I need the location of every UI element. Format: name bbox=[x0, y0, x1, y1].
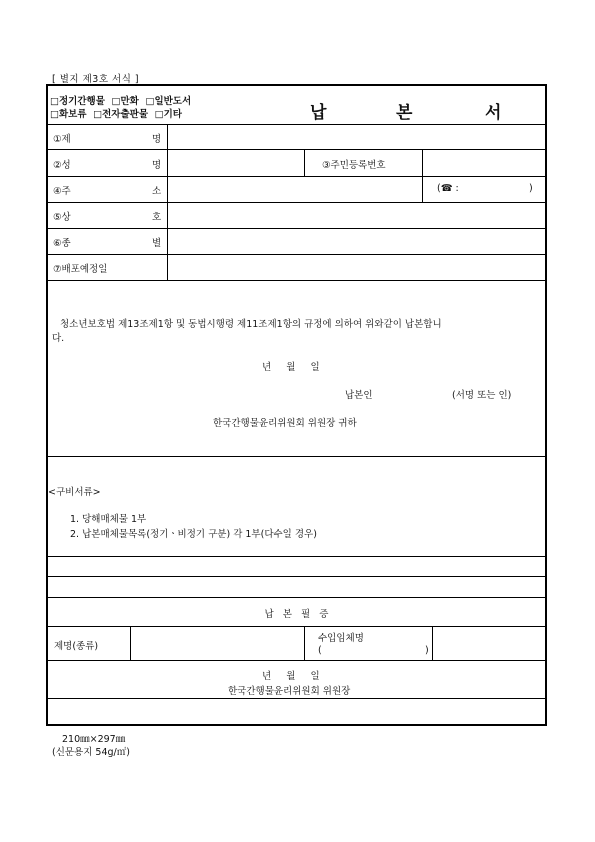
name-field[interactable] bbox=[170, 152, 302, 174]
label-address-end: 소 bbox=[152, 186, 162, 197]
label-kind-num: ⑥종 bbox=[53, 238, 71, 249]
receipt-title-label: 제명(종류) bbox=[54, 641, 99, 652]
receipt-recv-field[interactable] bbox=[436, 629, 545, 657]
category-pictorial: 화보류 bbox=[58, 109, 87, 120]
signature-label: (서명 또는 인) bbox=[452, 390, 512, 401]
form-number: [ 별지 제3호 서식 ] bbox=[52, 74, 140, 85]
checkbox-comic[interactable]: □ bbox=[111, 96, 121, 107]
category-electronic: 전자출판물 bbox=[102, 109, 149, 120]
receipt-recv-paren-close: ) bbox=[425, 645, 429, 656]
label-name-end: 명 bbox=[152, 160, 162, 171]
category-other: 기타 bbox=[163, 109, 182, 120]
receipt-title: 납 본 필 증 bbox=[264, 609, 329, 620]
form-frame bbox=[46, 84, 547, 726]
label-name-num: ②성 bbox=[53, 160, 71, 171]
label-address-num: ④주 bbox=[53, 186, 71, 197]
checkbox-periodical[interactable]: □ bbox=[50, 96, 59, 107]
label-phone: (☎ : bbox=[437, 183, 459, 194]
receipt-title-field[interactable] bbox=[134, 629, 300, 657]
receipt-recv-label: 수입임체명 bbox=[318, 633, 364, 644]
category-comic: 만화 bbox=[120, 96, 139, 107]
attachments-header: <구비서류> bbox=[48, 487, 101, 498]
title-field[interactable] bbox=[170, 126, 545, 148]
statement-line-2: 다. bbox=[52, 333, 65, 344]
label-title-num: ①제 bbox=[53, 134, 71, 145]
addressee: 한국간행물윤리위원회 위원장 귀하 bbox=[213, 418, 357, 429]
category-row-2 bbox=[50, 106, 182, 120]
receipt-issuer: 한국간행물윤리위원회 위원장 bbox=[228, 686, 351, 697]
checkbox-pictorial[interactable]: □ bbox=[50, 109, 59, 120]
attachment-item: 1. 당해매체물 1부 bbox=[70, 514, 147, 525]
label-delivery-date: ⑦배포예정일 bbox=[53, 264, 108, 275]
receipt-date: 년 월 일 bbox=[262, 671, 320, 682]
title-char-2: 본 bbox=[396, 103, 413, 123]
paper-type: (신문용지 54g/㎡) bbox=[52, 747, 130, 758]
title-char-1: 납 bbox=[310, 103, 327, 123]
resident-no-field[interactable] bbox=[426, 152, 545, 174]
checkbox-general-book[interactable]: □ bbox=[145, 96, 155, 107]
title-char-3: 서 bbox=[485, 103, 502, 123]
label-title-end: 명 bbox=[152, 134, 162, 145]
attachment-item: 2. 납본매체물목록(정기ㆍ비정기 구분) 각 1부(다수일 경우) bbox=[70, 529, 317, 540]
category-periodical: 정기간행물 bbox=[58, 96, 105, 107]
submitter-label: 납본인 bbox=[345, 390, 373, 401]
address-field[interactable] bbox=[170, 178, 420, 200]
delivery-date-field[interactable] bbox=[170, 256, 545, 278]
category-general-book: 일반도서 bbox=[154, 96, 192, 107]
paper-size: 210㎜×297㎜ bbox=[62, 734, 126, 745]
checkbox-electronic[interactable]: □ bbox=[93, 109, 103, 120]
label-trade-end: 호 bbox=[152, 212, 162, 223]
trade-name-field[interactable] bbox=[170, 204, 545, 226]
label-phone-close: ) bbox=[529, 183, 533, 194]
receipt-recv-paren-open: ( bbox=[318, 645, 322, 656]
label-resident-no: ③주민등록번호 bbox=[322, 160, 386, 171]
kind-field[interactable] bbox=[170, 230, 545, 252]
label-kind-end: 별 bbox=[152, 238, 162, 249]
statement-date: 년 월 일 bbox=[262, 362, 320, 373]
label-trade-num: ⑤상 bbox=[53, 212, 71, 223]
category-row-1 bbox=[50, 93, 191, 107]
checkbox-other[interactable]: □ bbox=[154, 109, 164, 120]
statement-line-1: 청소년보호법 제13조제1항 및 동법시행령 제11조제1항의 규정에 의하여 위와같이 납본합니 bbox=[60, 319, 442, 330]
